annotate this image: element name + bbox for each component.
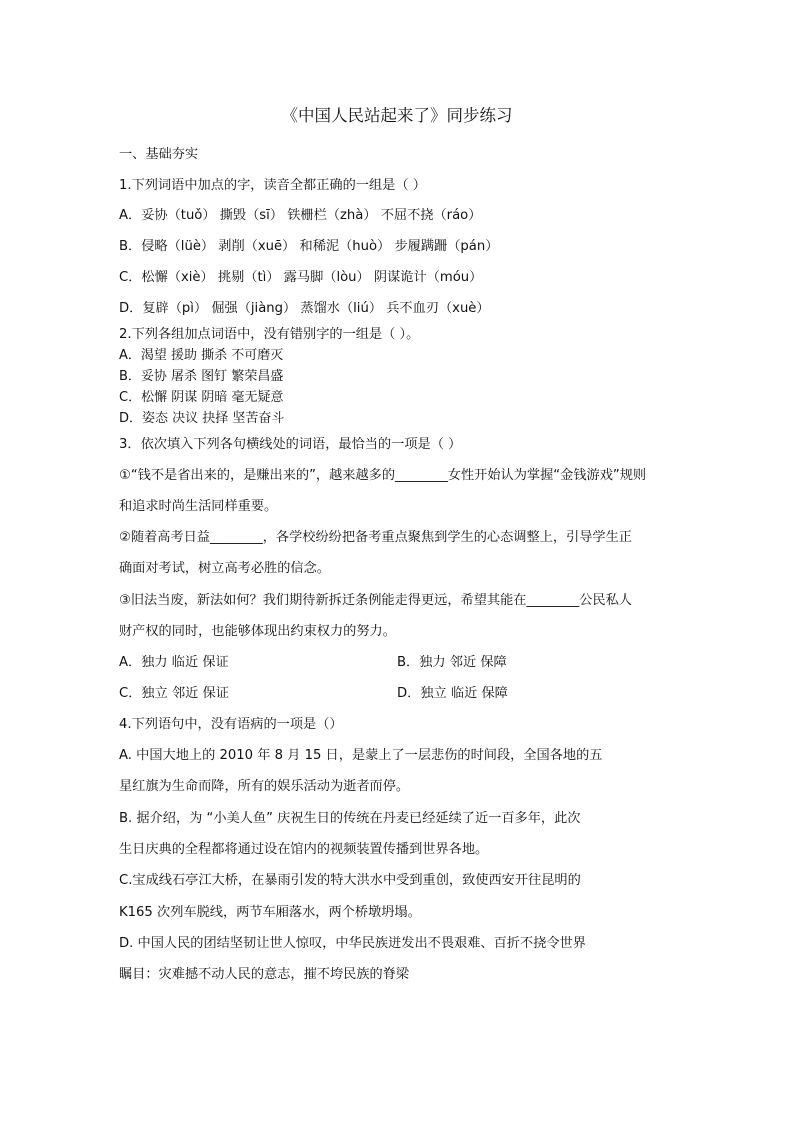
question-4-option-a-cont: 星红旗为生命而降，所有的娱乐活动为逝者而停。 (119, 779, 410, 794)
question-2-option-a: A．渴望 援助 撕杀 不可磨灭 (119, 348, 284, 363)
page-title: 《中国人民站起来了》同步练习 (281, 106, 513, 125)
question-4-option-d-cont: 瞩目：灾难撼不动人民的意志，摧不垮民族的脊梁 (119, 967, 410, 982)
question-1-option-b: B．侵略（lüè） 剥削（xuē） 和稀泥（huò） 步履蹒跚（pán） (119, 239, 499, 254)
question-3-sentence-3-cont: 财产权的同时，也能够体现出约束权力的努力。 (119, 624, 396, 639)
question-1-stem: 1.下列词语中加点的字，读音全都正确的一组是（ ） (119, 178, 426, 193)
question-3-option-d: D．独立 临近 保障 (397, 686, 508, 701)
question-3-sentence-2-cont: 确面对考试，树立高考必胜的信念。 (119, 561, 330, 576)
question-4-stem: 4.下列语句中，没有语病的一项是（） (119, 717, 343, 732)
question-2-option-d: D．姿态 决议 抉择 坚苦奋斗 (119, 411, 285, 426)
question-1-option-a: A．妥协（tuǒ） 撕毁（sī） 铁栅栏（zhà） 不屈不挠（ráo） (119, 208, 482, 223)
question-3-option-a: A．独力 临近 保证 (119, 655, 229, 670)
question-2-option-c: C．松懈 阴谋 阴暗 毫无疑意 (119, 390, 284, 405)
question-2-stem: 2.下列各组加点词语中，没有错别字的一组是（ ）。 (119, 327, 420, 342)
question-4-option-d: D. 中国人民的团结坚韧让世人惊叹，中华民族迸发出不畏艰难、百折不挠令世界 (119, 936, 586, 951)
question-2-option-b: B．妥协 屠杀 图钉 繁荣昌盛 (119, 369, 284, 384)
question-3-sentence-2: ②随着高考日益________，各学校纷纷把备考重点聚焦到学生的心态调整上，引导学生正 (119, 530, 632, 545)
question-4-option-c: C.宝成线石亭江大桥，在暴雨引发的特大洪水中受到重创，致使西安开往昆明的 (119, 873, 581, 888)
question-3-option-c: C．独立 邻近 保证 (119, 686, 229, 701)
question-3-sentence-1: ①“钱不是省出来的，是赚出来的”，越来越多的________女性开始认为掌握“金钱游戏”规则 (119, 468, 647, 483)
question-1-option-d: D．复辟（pì） 倔强（jiàng） 蒸馏水（liú） 兵不血刃（xuè） (119, 301, 490, 316)
question-3-sentence-1-cont: 和追求时尚生活同样重要。 (119, 499, 278, 514)
question-3-option-b: B．独力 邻近 保障 (397, 655, 507, 670)
question-3-stem: 3．依次填入下列各句横线处的词语，最恰当的一项是（ ） (119, 437, 462, 452)
question-3-sentence-3: ③旧法当废，新法如何？我们期待新拆迁条例能走得更远，希望其能在________公民私人 (119, 593, 632, 608)
question-1-option-c: C．松懈（xiè） 挑剔（tì） 露马脚（lòu） 阴谋诡计（móu） (119, 270, 483, 285)
question-4-option-c-cont: K165 次列车脱线，两节车厢落水，两个桥墩坍塌。 (119, 905, 421, 920)
question-4-option-b: B. 据介绍，为 “小美人鱼” 庆祝生日的传统在丹麦已经延续了近一百多年，此次 (119, 811, 581, 826)
question-4-option-b-cont: 生日庆典的全程都将通过设在馆内的视频装置传播到世界各地。 (119, 842, 489, 857)
question-4-option-a: A. 中国大地上的 2010 年 8 月 15 日，是蒙上了一层悲伤的时间段，全国各地的五 (119, 748, 603, 763)
section-heading: 一、基础夯实 (119, 147, 199, 162)
